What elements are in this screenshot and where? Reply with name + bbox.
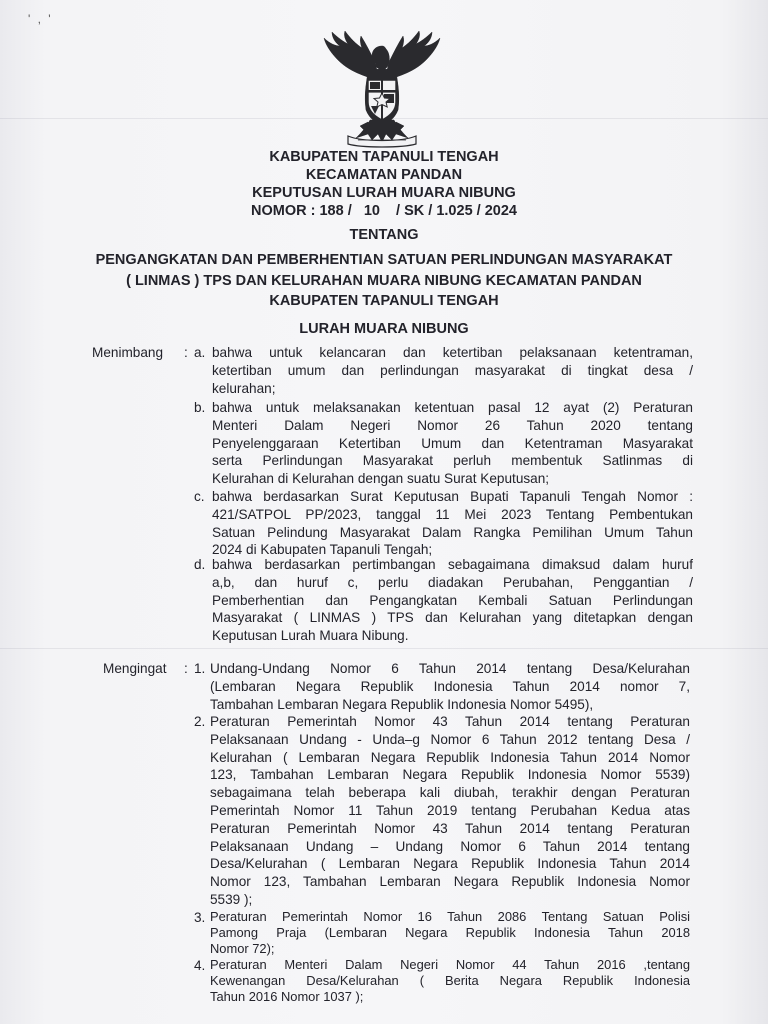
text-line: Masyarakat ( LINMAS ) TPS dan Kelurahan yang ditetapkan dengan <box>212 610 693 626</box>
text-line: Menteri Dalam Negeri Nomor 26 Tahun 2020 tentang <box>212 417 693 433</box>
text-line: Peraturan Menteri Dalam Negeri Nomor 44 Tahun 2016 ,tentang <box>210 957 690 972</box>
text-line: Nomor 72); <box>210 941 275 956</box>
item-text <box>210 909 690 957</box>
text-line: Pelaksanaan Undang – Undang Nomor 6 Tahun 2014 tentang <box>210 838 690 854</box>
tentang-heading: TENTANG <box>349 227 419 243</box>
text-line: serta Perlindungan Masyarakat perluh membentuk Satlinmas di <box>212 453 693 469</box>
text-line: Penyelenggaraan Ketertiban Umum dan Ketentraman Masyarakat <box>212 435 693 451</box>
decree-title: KEPUTUSAN LURAH MUARA NIBUNG <box>252 185 516 201</box>
text-line: Pemerintah Nomor 11 Tahun 2019 tentang Perubahan Kedua atas <box>210 802 690 818</box>
text-line: Satuan Pelindung Masyarakat Dalam Rangka Pemilihan Umum Tahun <box>212 524 693 540</box>
text-line: (Lembaran Negara Republik Indonesia Tahun 2014 nomor 7, <box>210 678 690 694</box>
text-line: Tahun 2016 Nomor 1037 ); <box>210 989 364 1004</box>
item-number: d. <box>194 557 206 572</box>
text-line: Pelaksanaan Undang - Unda–g Nomor 6 Tahun 2012 tentang Desa / <box>210 731 690 747</box>
district-name: KECAMATAN PANDAN <box>305 167 463 183</box>
section-label: Menimbang <box>92 345 164 360</box>
text-line: bahwa untuk kelancaran dan ketertiban pelaksanaan ketentraman, <box>212 345 693 360</box>
text-line: 2024 di Kabupaten Tapanuli Tengah; <box>212 542 433 558</box>
official-title: LURAH MUARA NIBUNG <box>299 321 469 337</box>
text-line: Kelurahan di Kelurahan dengan suatu Surat Keputusan; <box>212 471 550 487</box>
text-line: Kewenangan Desa/Kelurahan ( Berita Negara Republik Indonesia <box>210 973 690 988</box>
text-line: kelurahan; <box>212 380 276 396</box>
letterhead <box>0 148 768 220</box>
text-line: Pemberhentian dan Pengangkatan Kembali Satuan Perlindungan <box>212 592 693 608</box>
decree-subject-line: PENGANGKATAN DAN PEMBERHENTIAN SATUAN PERLINDUNGAN MASYARAKAT <box>95 252 673 268</box>
text-line: bahwa berdasarkan pertimbangan sebagaimana dimaksud dalam huruf <box>212 557 693 572</box>
mengingat-section <box>0 660 768 1004</box>
section-label: Mengingat <box>103 661 167 676</box>
text-line: Peraturan Pemerintah Nomor 16 Tahun 2086 Tentang Satuan Polisi <box>210 909 690 924</box>
text-line: Pamong Praja (Lembaran Negara Republik Indonesia Tahun 2018 <box>210 925 690 940</box>
text-line: a,b, dan huruf c, perlu diadakan Perubahan, Penggantian / <box>212 574 693 590</box>
decree-subject-line: KABUPATEN TAPANULI TENGAH <box>269 293 499 309</box>
text-line: ketertiban umum dan perlindungan masyarakat di tingkat desa / <box>212 362 693 378</box>
item-text <box>212 344 693 397</box>
scan-fold-line <box>0 648 768 649</box>
text-line: Nomor 123, Tambahan Lembaran Negara Republik Indonesia Nomor <box>210 874 690 890</box>
item-text <box>210 660 690 713</box>
decree-subject <box>0 250 768 312</box>
text-line: 421/SATPOL PP/2023, tanggal 11 Mei 2023 Tentang Pembentukan <box>212 506 693 522</box>
text-line: 123, Tambahan Lembaran Negara Republik Indonesia Nomor 5539) <box>210 767 690 783</box>
text-line: Undang-Undang Nomor 6 Tahun 2014 tentang Desa/Kelurahan <box>210 661 690 676</box>
decree-number: NOMOR : 188 / 10 / SK / 1.025 / 2024 <box>251 203 517 219</box>
item-text <box>210 957 690 1005</box>
menimbang-section <box>0 344 768 644</box>
item-number: a. <box>194 345 206 360</box>
item-number: 1. <box>194 661 206 676</box>
corner-mark: ' , ' <box>28 12 53 26</box>
text-line: Desa/Kelurahan ( Lembaran Negara Republik Indonesia Tahun 2014 <box>210 856 690 872</box>
section-colon: : <box>184 345 188 360</box>
garuda-emblem-icon <box>312 30 452 148</box>
item-text <box>210 713 690 909</box>
section-colon: : <box>184 661 188 676</box>
text-line: Tambahan Lembaran Negara Republik Indonesia Nomor 5495), <box>210 696 594 712</box>
text-line: sebagaimana telah beberapa kali diubah, terakhir dengan Peraturan <box>210 785 690 801</box>
item-text <box>212 399 693 488</box>
item-text <box>212 556 693 645</box>
item-number: 4. <box>194 958 206 973</box>
decree-subject-line: ( LINMAS ) TPS DAN KELURAHAN MUARA NIBUNG KECAMATAN PANDAN <box>126 272 642 289</box>
item-text <box>212 488 693 559</box>
text-line: bahwa berdasarkan Surat Keputusan Bupati Tapanuli Tengah Nomor : <box>212 489 693 504</box>
text-line: Peraturan Pemerintah Nomor 43 Tahun 2014 tentang Peraturan <box>210 714 690 729</box>
regency-name: KABUPATEN TAPANULI TENGAH <box>269 149 499 165</box>
text-line: 5539 ); <box>210 891 253 907</box>
item-number: 2. <box>194 714 206 729</box>
text-line: Kelurahan ( Lembaran Negara Republik Indonesia Tahun 2014 Nomor <box>210 749 690 765</box>
item-number: b. <box>194 400 206 415</box>
text-line: Keputusan Lurah Muara Nibung. <box>212 628 409 644</box>
text-line: Peraturan Pemerintah Nomor 43 Tahun 2014 tentang Peraturan <box>210 820 690 836</box>
text-line: bahwa untuk melaksanakan ketentuan pasal 12 ayat (2) Peraturan <box>212 400 693 415</box>
item-number: c. <box>194 489 205 504</box>
item-number: 3. <box>194 910 206 925</box>
